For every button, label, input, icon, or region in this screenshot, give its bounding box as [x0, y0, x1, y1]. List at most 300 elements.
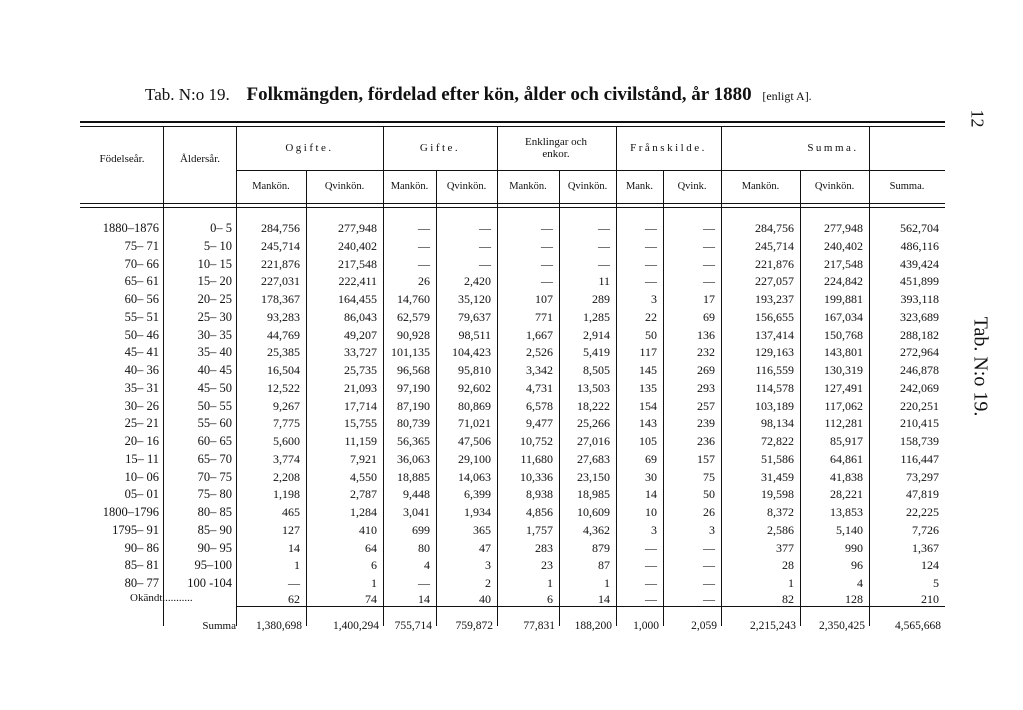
table-cell: — — [479, 221, 491, 235]
table-cell: 62 — [288, 592, 300, 606]
table-cell: 12,522 — [267, 380, 300, 395]
age-group: 65– 70 — [197, 451, 232, 466]
table-cell: 486,116 — [900, 238, 939, 253]
table-cell: 116,559 — [755, 363, 794, 377]
table-cell: 71,021 — [458, 416, 491, 431]
age-group: 0– 5 — [210, 221, 232, 235]
title-text: Folkmängden, fördelad efter kön, ålder och civilstånd, år 1880 — [246, 84, 752, 105]
table-cell: 245,714 — [261, 238, 300, 253]
total-cell: 77,831 — [523, 620, 555, 632]
table-cell: 465 — [282, 505, 300, 519]
table-cell: 98,511 — [458, 327, 491, 342]
table-cell: 1,284 — [350, 505, 377, 519]
table-cell: 62,579 — [397, 309, 430, 324]
table-cell: 56,365 — [397, 434, 430, 448]
table-cell: 25,266 — [577, 416, 610, 431]
table-cell: 85,917 — [830, 434, 863, 448]
table-cell: 8,938 — [526, 487, 553, 502]
table-cell: 33,727 — [344, 345, 377, 360]
table-cell: 1 — [294, 558, 300, 573]
table-cell: 156,655 — [755, 309, 794, 324]
birth-years: 70– 66 — [124, 256, 159, 271]
table-cell: 4 — [857, 576, 863, 590]
table-cell: 239 — [697, 416, 715, 431]
total-cell: 188,200 — [574, 620, 612, 632]
birth-year-header: Födelseår. — [99, 153, 145, 165]
age-group: 20– 25 — [197, 292, 232, 306]
table-cell: 283 — [535, 540, 553, 555]
table-cell: 10 — [645, 505, 657, 519]
subheader: Qvinkön. — [446, 181, 487, 192]
table-cell: 93,283 — [267, 309, 300, 324]
total-label: Summa — [202, 620, 236, 632]
table-cell: 25,385 — [267, 345, 300, 360]
title-note: [enligt A]. — [762, 89, 812, 103]
age-group: 35– 40 — [197, 345, 232, 360]
table-cell: 11,159 — [344, 434, 377, 448]
table-cell: — — [541, 238, 553, 253]
table-cell: 6 — [547, 592, 553, 606]
side-table-label: Tab. N:o 19. — [969, 316, 992, 417]
table-cell: — — [703, 558, 715, 573]
table-cell: 50 — [645, 327, 657, 342]
table-cell: 227,031 — [261, 274, 300, 289]
table-cell: — — [703, 238, 715, 253]
total-cell: 2,215,243 — [750, 620, 796, 632]
table-cell: 193,237 — [755, 292, 794, 306]
table-cell: 246,878 — [900, 363, 939, 377]
table-cell: 227,057 — [755, 274, 794, 289]
table-cell: 143 — [639, 416, 657, 431]
table-cell: 14 — [418, 592, 430, 606]
total-cell: 755,714 — [394, 620, 432, 632]
table-cell: 44,769 — [267, 327, 300, 342]
birth-years: 30– 26 — [124, 398, 159, 413]
table-cell: 5,140 — [836, 522, 863, 537]
table-cell: 284,756 — [755, 221, 794, 235]
group-header: Gifte. — [419, 142, 461, 154]
table-cell: 82 — [782, 592, 794, 606]
table-cell: 220,251 — [900, 398, 939, 413]
birth-years: 1800–1796 — [102, 505, 159, 519]
table-cell: 236 — [697, 434, 715, 448]
table-cell: 23 — [541, 558, 553, 573]
subheader: Mankön. — [252, 181, 290, 192]
table-cell: 699 — [412, 522, 430, 537]
table-cell: 5 — [933, 576, 939, 590]
age-group: 25– 30 — [197, 309, 232, 324]
table-cell: 73,297 — [906, 469, 939, 484]
table-cell: 7,921 — [350, 451, 377, 466]
table-cell: 92,602 — [458, 380, 491, 395]
table-cell: 86,043 — [344, 309, 377, 324]
table-cell: — — [479, 238, 491, 253]
table-cell: 3,041 — [403, 505, 430, 519]
table-cell: 128 — [845, 592, 863, 606]
total-cell: 2,059 — [691, 620, 717, 632]
table-cell: 242,069 — [900, 380, 939, 395]
table-cell: 178,367 — [261, 292, 300, 306]
table-cell: 18,885 — [397, 469, 430, 484]
table-cell: 2,526 — [526, 345, 553, 360]
table-cell: 117,062 — [824, 398, 863, 413]
table-cell: 26 — [703, 505, 715, 519]
age-group: 85– 90 — [197, 522, 232, 537]
table-cell: 74 — [365, 592, 377, 606]
total-cell: 759,872 — [455, 620, 493, 632]
birth-years: 75– 71 — [124, 238, 159, 253]
table-cell: 96 — [851, 558, 863, 573]
table-cell: 269 — [697, 363, 715, 377]
table-cell: 14 — [598, 592, 610, 606]
table-cell: 27,683 — [577, 451, 610, 466]
table-cell: 114,578 — [755, 380, 794, 395]
birth-years: 55– 51 — [124, 309, 159, 324]
table-rule — [80, 203, 945, 204]
subheader: Mank. — [625, 181, 654, 192]
table-cell: — — [645, 540, 657, 555]
table-cell: 17 — [703, 292, 715, 306]
table-cell: 1,198 — [273, 487, 300, 502]
age-group: 90– 95 — [197, 540, 232, 555]
subheader: Qvinkön. — [814, 181, 855, 192]
total-cell: 1,380,698 — [256, 620, 302, 632]
age-header: Åldersår. — [179, 153, 220, 165]
table-cell: 64,861 — [830, 451, 863, 466]
table-cell: 18,985 — [577, 487, 610, 502]
column-divider — [163, 126, 164, 626]
table-cell: 3 — [709, 522, 715, 537]
table-cell: 3,342 — [526, 363, 553, 377]
birth-years: 05– 01 — [124, 487, 159, 502]
table-cell: — — [703, 274, 715, 289]
subheader: Qvinkön. — [567, 181, 608, 192]
age-group: 60– 65 — [197, 434, 232, 448]
table-cell: 2,914 — [583, 327, 610, 342]
table-cell: 29,100 — [458, 451, 491, 466]
table-cell: 80 — [418, 540, 430, 555]
table-cell: 2,420 — [464, 274, 491, 289]
table-cell: 210 — [921, 592, 939, 606]
table-cell: 2,586 — [767, 522, 794, 537]
group-header: Enklingar och enkor. — [524, 136, 587, 160]
subheader: Mankön. — [741, 181, 780, 192]
table-cell: — — [541, 221, 553, 235]
table-cell: 199,881 — [824, 292, 863, 306]
table-cell: — — [645, 238, 657, 253]
table-cell: 19,598 — [761, 487, 794, 502]
age-group: 45– 50 — [197, 380, 232, 395]
table-cell: 1,934 — [464, 505, 491, 519]
table-cell: 6,578 — [526, 398, 553, 413]
table-cell: 101,135 — [391, 345, 430, 360]
table-cell: 210,415 — [900, 416, 939, 431]
table-cell: 323,689 — [900, 309, 939, 324]
table-cell: 6 — [371, 558, 377, 573]
table-cell: 4,731 — [526, 380, 553, 395]
table-cell: 22 — [645, 309, 657, 324]
table-cell: 4 — [424, 558, 430, 573]
table-cell: 240,402 — [824, 238, 863, 253]
table-cell: 150,768 — [824, 327, 863, 342]
subheader: Qvink. — [677, 181, 707, 192]
age-group: 15– 20 — [197, 274, 232, 289]
table-cell: — — [598, 238, 610, 253]
table-cell: 8,505 — [583, 363, 610, 377]
table-cell: 21,093 — [344, 380, 377, 395]
table-cell: 4,550 — [350, 469, 377, 484]
table-cell: 1 — [547, 576, 553, 590]
table-cell: 64 — [365, 540, 377, 555]
table-cell: 2 — [485, 576, 491, 590]
table-cell: 69 — [703, 309, 715, 324]
table-cell: 14 — [645, 487, 657, 502]
group-header: Ogifte. — [285, 142, 334, 154]
table-cell: 41,838 — [830, 469, 863, 484]
table-cell: 158,739 — [900, 434, 939, 448]
table-cell: 2,208 — [273, 469, 300, 484]
table-cell: 47,819 — [906, 487, 939, 502]
table-cell: 240,402 — [338, 238, 377, 253]
table-cell: 439,424 — [900, 256, 939, 271]
table-cell: 104,423 — [452, 345, 491, 360]
table-rule — [236, 170, 945, 171]
birth-years: 60– 56 — [124, 292, 159, 306]
table-cell: 365 — [473, 522, 491, 537]
birth-years: 35– 31 — [124, 380, 159, 395]
subheader: Summa. — [889, 181, 925, 192]
table-cell: 143,801 — [824, 345, 863, 360]
table-rule — [80, 126, 945, 127]
table-cell: — — [703, 221, 715, 235]
table-cell: 11,680 — [520, 451, 553, 466]
table-cell: 112,281 — [824, 416, 863, 431]
table-cell: 14,063 — [458, 469, 491, 484]
table-cell: — — [541, 274, 553, 289]
birth-years: 85– 81 — [124, 558, 159, 573]
table-cell: 3,774 — [273, 451, 300, 466]
table-cell: 410 — [359, 522, 377, 537]
table-cell: 393,118 — [900, 292, 939, 306]
table-cell: 98,134 — [761, 416, 794, 431]
table-cell: 36,063 — [397, 451, 430, 466]
table-cell: 293 — [697, 380, 715, 395]
table-cell: 164,455 — [338, 292, 377, 306]
table-cell: 31,459 — [761, 469, 794, 484]
table-cell: 75 — [703, 469, 715, 484]
table-cell: 5,419 — [583, 345, 610, 360]
table-cell: 167,034 — [824, 309, 863, 324]
table-cell: 130,319 — [824, 363, 863, 377]
table-cell: — — [645, 576, 657, 590]
table-cell: 35,120 — [458, 292, 491, 306]
table-cell: 7,775 — [273, 416, 300, 431]
table-cell: 87 — [598, 558, 610, 573]
age-group: 55– 60 — [197, 416, 232, 431]
table-cell: 136 — [697, 327, 715, 342]
table-cell: 72,822 — [761, 434, 794, 448]
table-cell: 17,714 — [344, 398, 377, 413]
table-cell: 1,667 — [526, 327, 553, 342]
table-cell: 14,760 — [397, 292, 430, 306]
table-cell: 7,726 — [912, 522, 939, 537]
table-cell: 49,207 — [344, 327, 377, 342]
table-cell: — — [703, 576, 715, 590]
birth-years: 15– 11 — [125, 451, 159, 466]
age-group: 80– 85 — [197, 505, 232, 519]
age-group: 5– 10 — [203, 238, 232, 253]
table-cell: 47 — [479, 540, 491, 555]
table-cell: 4,362 — [583, 522, 610, 537]
table-cell: 221,876 — [755, 256, 794, 271]
table-cell: 30 — [645, 469, 657, 484]
table-cell: 40 — [479, 592, 491, 606]
table-cell: 3 — [485, 558, 491, 573]
table-rule — [80, 207, 945, 208]
subheader: Qvinkön. — [324, 181, 365, 192]
table-cell: 14 — [288, 540, 300, 555]
table-cell: 79,637 — [458, 309, 491, 324]
table-cell: 135 — [639, 380, 657, 395]
birth-years: 90– 86 — [124, 540, 159, 555]
table-cell: 3 — [651, 522, 657, 537]
table-cell: 145 — [639, 363, 657, 377]
age-group: 50– 55 — [197, 398, 232, 413]
table-cell: 2,787 — [350, 487, 377, 502]
table-cell: — — [703, 256, 715, 271]
table-cell: 257 — [697, 398, 715, 413]
table-cell: — — [288, 576, 300, 590]
table-cell: 10,336 — [520, 469, 553, 484]
table-cell: 103,189 — [755, 398, 794, 413]
birth-years: 1880–1876 — [102, 221, 159, 235]
birth-years: 80– 77 — [124, 576, 159, 590]
table-cell: 51,586 — [761, 451, 794, 466]
birth-years: 10– 06 — [124, 469, 159, 484]
table-cell: 562,704 — [900, 221, 939, 235]
table-cell: — — [598, 221, 610, 235]
table-cell: 289 — [592, 292, 610, 306]
table-cell: — — [418, 221, 430, 235]
table-cell: 217,548 — [824, 256, 863, 271]
table-cell: 277,948 — [338, 221, 377, 235]
table-cell: — — [418, 576, 430, 590]
table-cell: 87,190 — [397, 398, 430, 413]
table-cell: 50 — [703, 487, 715, 502]
table-cell: 124 — [921, 558, 939, 573]
table-cell: 13,853 — [830, 505, 863, 519]
table-cell: 69 — [645, 451, 657, 466]
table-cell: 771 — [535, 309, 553, 324]
birth-years: 20– 16 — [124, 434, 159, 448]
table-cell: — — [645, 592, 657, 606]
subheader: Mankön. — [509, 181, 547, 192]
table-rule — [80, 121, 945, 123]
table-cell: — — [479, 256, 491, 271]
table-cell: 9,477 — [526, 416, 553, 431]
table-cell: 117 — [639, 345, 657, 360]
table-cell: 284,756 — [261, 221, 300, 235]
table-cell: 28,221 — [830, 487, 863, 502]
table-cell: 16,504 — [267, 363, 300, 377]
age-group: 70– 75 — [197, 469, 232, 484]
table-cell: 127,491 — [824, 380, 863, 395]
table-cell: 11 — [598, 274, 610, 289]
table-cell: 1,367 — [912, 540, 939, 555]
table-cell: 217,548 — [338, 256, 377, 271]
table-cell: — — [645, 221, 657, 235]
total-cell: 1,000 — [633, 620, 659, 632]
table-cell: 116,447 — [900, 451, 939, 466]
table-cell: 157 — [697, 451, 715, 466]
table-cell: 13,503 — [577, 380, 610, 395]
birth-years: 50– 46 — [124, 327, 159, 342]
table-cell: 879 — [592, 540, 610, 555]
total-cell: 1,400,294 — [333, 620, 379, 632]
table-cell: 26 — [418, 274, 430, 289]
table-cell: 8,372 — [767, 505, 794, 519]
age-group: 30– 35 — [197, 327, 232, 342]
page-number: 12 — [967, 109, 988, 128]
table-cell: 15,755 — [344, 416, 377, 431]
table-cell: 9,448 — [403, 487, 430, 502]
table-cell: 127 — [282, 522, 300, 537]
table-cell: 272,964 — [900, 345, 939, 360]
table-cell: 4,856 — [526, 505, 553, 519]
table-cell: 90,928 — [397, 327, 430, 342]
table-cell: 10,752 — [520, 434, 553, 448]
age-group: 40– 45 — [197, 363, 232, 377]
birth-years: 40– 36 — [124, 363, 159, 377]
birth-years: 1795– 91 — [112, 522, 159, 537]
birth-years: 65– 61 — [124, 274, 159, 289]
group-header: Summa. — [807, 142, 859, 154]
table-cell: 27,016 — [577, 434, 610, 448]
table-cell: 47,506 — [458, 434, 491, 448]
table-cell: 221,876 — [261, 256, 300, 271]
table-cell: 96,568 — [397, 363, 430, 377]
table-cell: — — [418, 238, 430, 253]
table-cell: 154 — [639, 398, 657, 413]
table-cell: 3 — [651, 292, 657, 306]
table-cell: — — [418, 256, 430, 271]
table-cell: 245,714 — [755, 238, 794, 253]
table-cell: — — [703, 592, 715, 606]
table-cell: 97,190 — [397, 380, 430, 395]
table-cell: 10,609 — [577, 505, 610, 519]
table-cell: 23,150 — [577, 469, 610, 484]
table-cell: 1,757 — [526, 522, 553, 537]
group-header: Frånskilde. — [630, 142, 707, 154]
table-cell: 95,810 — [458, 363, 491, 377]
table-cell: 137,414 — [755, 327, 794, 342]
table-cell: 80,739 — [397, 416, 430, 431]
table-number: Tab. N:o 19. — [145, 85, 230, 104]
table-cell: 222,411 — [338, 274, 377, 289]
table-cell: 377 — [776, 540, 794, 555]
table-cell: 107 — [535, 292, 553, 306]
table-cell: 129,163 — [755, 345, 794, 360]
table-cell: — — [541, 256, 553, 271]
table-cell: — — [645, 274, 657, 289]
table-cell: 288,182 — [900, 327, 939, 342]
table-cell: 80,869 — [458, 398, 491, 413]
table-cell: 1 — [604, 576, 610, 590]
age-group: 95–100 — [194, 558, 232, 573]
table-cell: 1 — [788, 576, 794, 590]
table-cell: — — [645, 558, 657, 573]
table-cell: 990 — [845, 540, 863, 555]
